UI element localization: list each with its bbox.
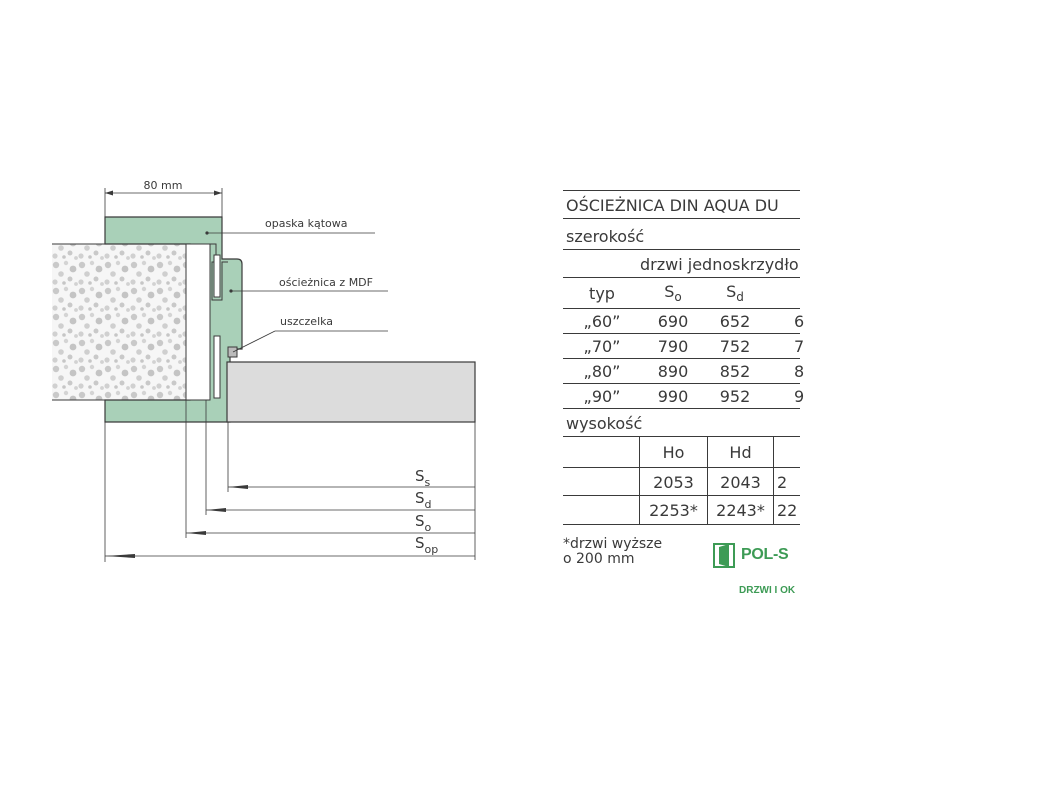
section-width-label: szerokość bbox=[566, 227, 645, 246]
frame-clip-lower bbox=[214, 336, 220, 398]
col-header-hd: Hd bbox=[729, 443, 752, 462]
dim-ss-label: $S_s$ bbox=[415, 467, 431, 489]
wall-section bbox=[52, 244, 192, 400]
dim-so-label: $S_o$ bbox=[415, 512, 432, 534]
table-rule bbox=[563, 408, 800, 409]
table-rule bbox=[563, 277, 800, 278]
dim-so-arrow bbox=[186, 531, 206, 535]
col-header-so: $S_o$ bbox=[664, 282, 682, 304]
brand-subtitle: DRZWI I OK bbox=[739, 585, 796, 596]
footnote: *drzwi wyższe o 200 mm bbox=[563, 536, 663, 567]
frame-inner-slot bbox=[186, 244, 210, 400]
table-rule bbox=[563, 333, 800, 334]
dim-sd-label: $S_d$ bbox=[415, 489, 432, 511]
table-rule bbox=[563, 308, 800, 309]
dim-80-arrow-left bbox=[105, 191, 113, 196]
brand-name: POL-S bbox=[741, 546, 789, 563]
spec-table: OŚCIEŻNICA DIN AQUA DU szerokość drzwi jednoskrzydło typ $S_o$ $S_d$ „60” 690 652 6 „70” 790 752 7 „80” 890 852 8 „90” 990 952 9 wysokość Ho Hd 2053 2043 2 2253* 2243* 22 bbox=[563, 190, 800, 525]
dim-sd-arrow bbox=[206, 508, 226, 512]
callout-oscieznica-label: ościeżnica z MDF bbox=[279, 276, 373, 289]
table-rule bbox=[563, 467, 800, 468]
callout-opaska-dot bbox=[205, 231, 208, 234]
section-height-label: wysokość bbox=[566, 414, 643, 433]
dim-80-label: 80 mm bbox=[143, 179, 183, 192]
table-rule bbox=[563, 383, 800, 384]
col-header-ho: Ho bbox=[662, 443, 685, 462]
door-logo-icon bbox=[713, 543, 737, 569]
table-rule bbox=[563, 495, 800, 496]
table-rule bbox=[563, 249, 800, 250]
brand-logo bbox=[713, 543, 800, 603]
col-header-sd: $S_d$ bbox=[726, 282, 744, 304]
table-title: OŚCIEŻNICA DIN AQUA DU bbox=[566, 196, 779, 215]
table-rule bbox=[563, 190, 800, 191]
table-vrule bbox=[773, 436, 774, 525]
table-rule bbox=[563, 358, 800, 359]
col-header-typ: typ bbox=[589, 284, 615, 303]
table-rule bbox=[563, 218, 800, 219]
callout-oscieznica-dot bbox=[229, 289, 232, 292]
seal bbox=[228, 347, 237, 357]
table-rule bbox=[563, 436, 800, 437]
callout-uszczelka-label: uszczelka bbox=[280, 315, 334, 328]
dim-80-arrow-right bbox=[214, 191, 222, 196]
table-rule bbox=[563, 524, 800, 525]
dim-ss-arrow bbox=[228, 485, 248, 489]
dim-sop-label: $S_{op}$ bbox=[415, 534, 439, 556]
dim-sop-arrow bbox=[105, 554, 135, 558]
callout-opaska-label: opaska kątowa bbox=[265, 217, 348, 230]
door-type-header: drzwi jednoskrzydło bbox=[640, 255, 799, 274]
door-leaf bbox=[227, 362, 475, 422]
frame-clip-upper bbox=[214, 255, 220, 297]
